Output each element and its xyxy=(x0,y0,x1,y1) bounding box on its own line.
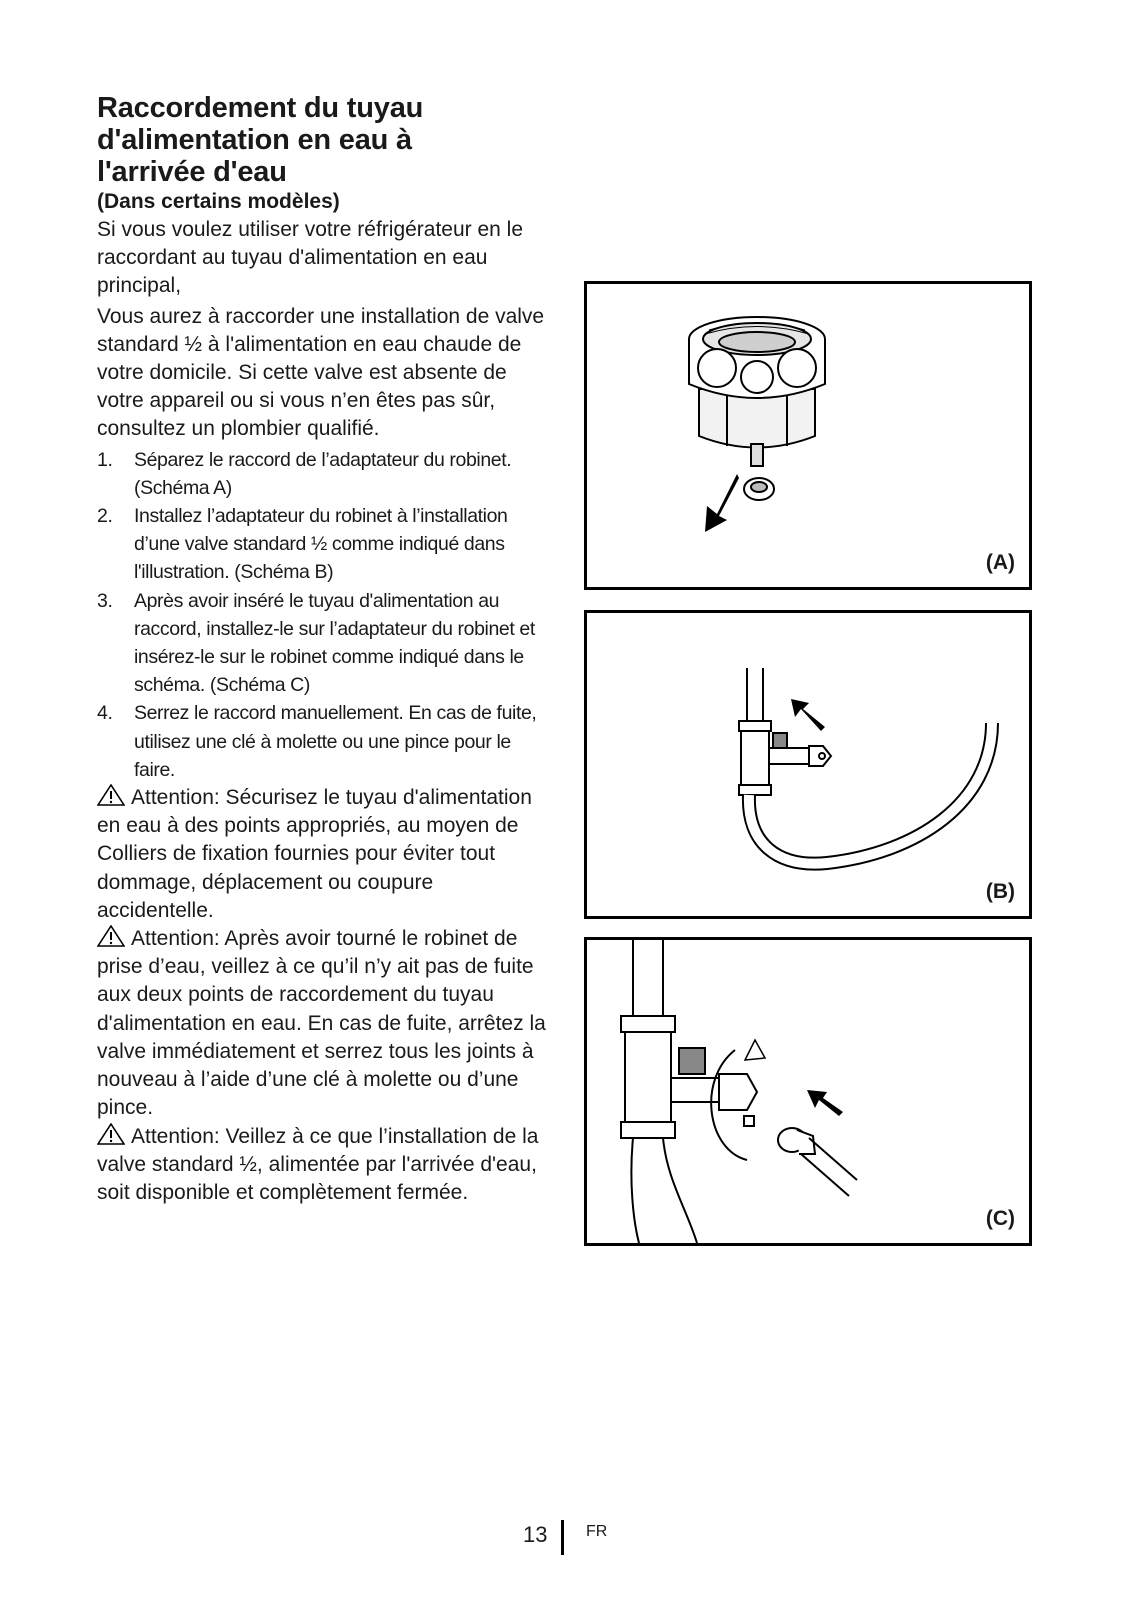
language-code: FR xyxy=(586,1523,608,1540)
warning-1 xyxy=(97,784,547,925)
faucet-nut-illustration xyxy=(587,284,1029,587)
page-title xyxy=(97,92,547,188)
warning-triangle-icon xyxy=(97,1123,125,1145)
list-item xyxy=(97,446,547,502)
title-line-2: d'alimentation en eau à xyxy=(97,124,412,156)
title-line-1: Raccordement du tuyau xyxy=(97,92,424,124)
warning-triangle-icon xyxy=(97,925,125,947)
warning-2 xyxy=(97,925,547,1122)
figure-a-label: (A) xyxy=(985,551,1015,574)
step-text: Installez l’adaptateur du robinet à l’installation d’une valve standard ½ comme indiqué dans l'illustration. (Schéma B) xyxy=(134,505,508,584)
list-item xyxy=(97,587,547,700)
page-footer xyxy=(0,1520,1128,1560)
title-line-3: l'arrivée d'eau xyxy=(97,156,287,188)
figure-c xyxy=(584,937,1032,1246)
hose-connection-illustration xyxy=(587,940,1029,1243)
step-number: 3. xyxy=(97,589,113,612)
footer-divider xyxy=(561,1520,564,1555)
step-text: Après avoir inséré le tuyau d'alimentation au raccord, installez-le sur l’adaptateur du robinet et insérez-le sur le robinet comme indiqué dans le schéma. (Schéma C) xyxy=(134,589,535,697)
figure-b-label: (B) xyxy=(985,880,1015,903)
list-item xyxy=(97,502,547,587)
list-item xyxy=(97,699,547,784)
text-column xyxy=(97,92,547,1207)
warning-text: Attention: Après avoir tourné le robinet de prise d’eau, veillez à ce qu’il n’y ait pas de fuite aux deux points de raccordement du tuyau d'alimentation en eau. En cas de fuite, arrêtez la valve immédiatement et serrez tous les joints à nouveau à l’aide d’une clé à molette ou d’une pince. xyxy=(97,927,546,1120)
step-number: 2. xyxy=(97,505,113,528)
warning-text: Attention: Veillez à ce que l’installation de la valve standard ½, alimentée par l'arrivée d'eau, soit disponible et complètement fermée. xyxy=(97,1124,539,1204)
step-number: 4. xyxy=(97,702,113,725)
steps-list xyxy=(97,446,547,784)
figure-c-label: (C) xyxy=(985,1207,1015,1230)
step-number: 1. xyxy=(97,448,113,471)
valve-adapter-illustration xyxy=(587,613,1029,916)
step-text: Séparez le raccord de l’adaptateur du robinet. (Schéma A) xyxy=(134,448,512,499)
intro-paragraph: Si vous voulez utiliser votre réfrigérateur en le raccordant au tuyau d'alimentation en eau principal, xyxy=(97,218,524,298)
warning-triangle-icon xyxy=(97,784,125,806)
figure-a xyxy=(584,281,1032,590)
valve-paragraph: Vous aurez à raccorder une installation de valve standard ½ à l'alimentation en eau chaude de votre domicile. Si cette valve est absente de votre appareil ou si vous n’en êtes pas sûr, consultez un plombier qualifié. xyxy=(97,304,545,441)
step-text: Serrez le raccord manuellement. En cas de fuite, utilisez une clé à molette ou une pince pour le faire. xyxy=(134,702,537,781)
subtitle: (Dans certains modèles) xyxy=(97,190,340,213)
figure-b xyxy=(584,610,1032,919)
warning-3 xyxy=(97,1123,547,1208)
warning-text: Attention: Sécurisez le tuyau d'alimentation en eau à des points appropriés, au moyen de Colliers de fixation fournies pour éviter tout dommage, déplacement ou coupure accidentelle. xyxy=(97,786,532,922)
page-number: 13 xyxy=(523,1522,548,1547)
